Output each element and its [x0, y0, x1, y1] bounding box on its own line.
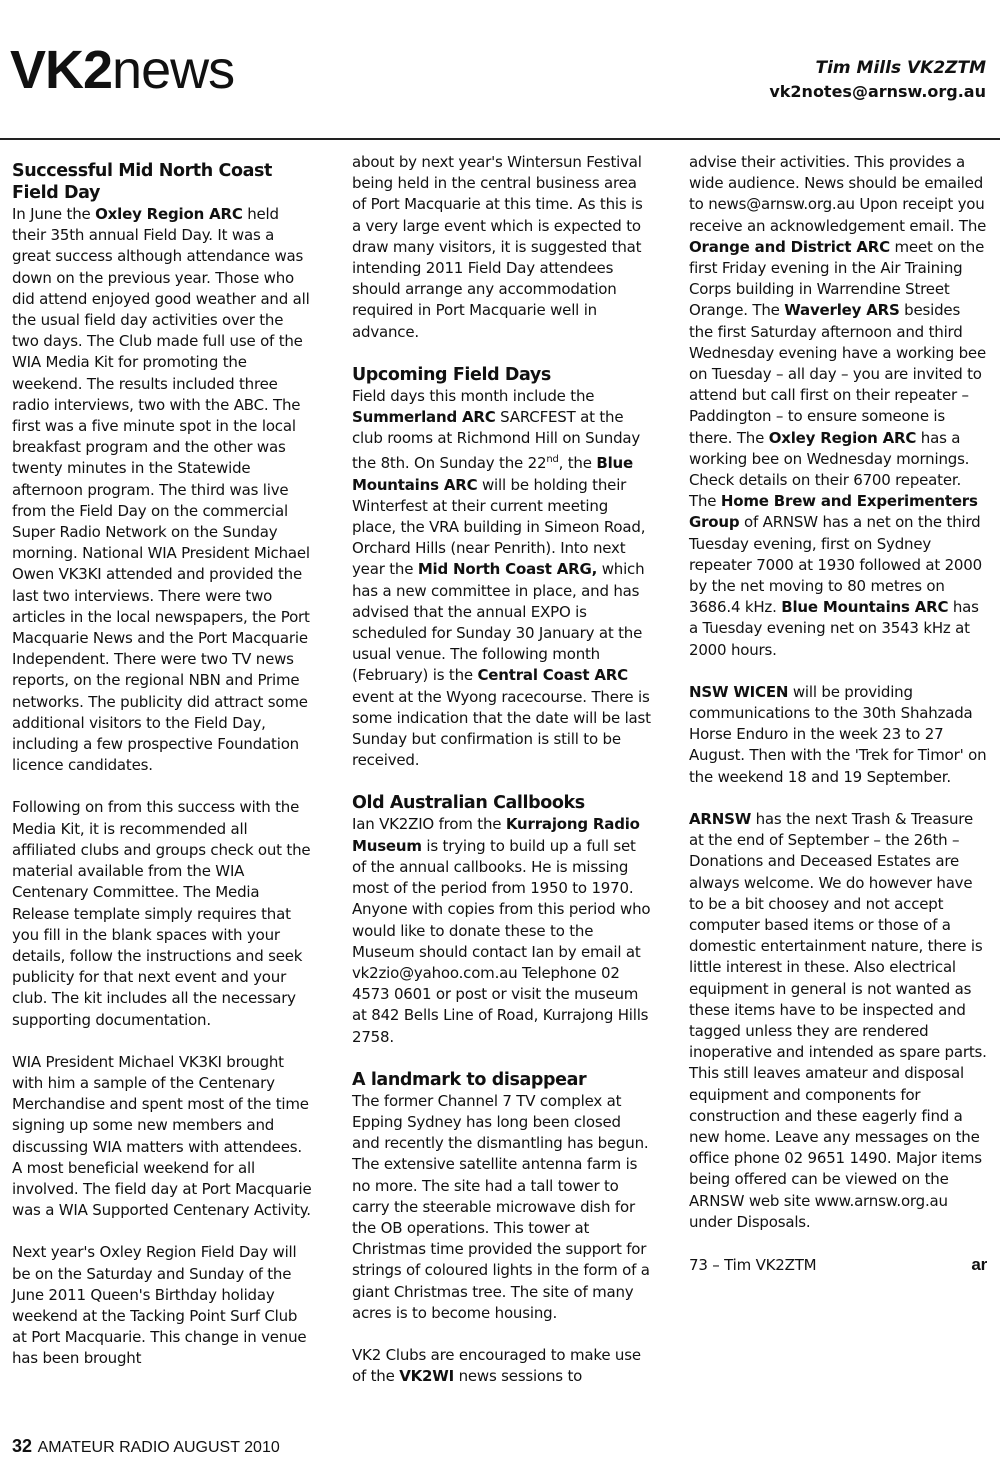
- paragraph: WIA President Michael VK3KI brought with him a sample of the Centenary Merchandise and spent most of the time signing up some new members and discussing WIA matters with attendees. A most beneficial weekend for all involved. The field day at Port Macquarie was a WIA Supported Centenary Activity.: [12, 1052, 312, 1220]
- club-name: Blue Mountains ARC: [352, 454, 633, 494]
- header-divider: [0, 138, 1000, 140]
- paragraph: VK2 Clubs are encouraged to make use of the VK2WI news sessions to: [352, 1345, 641, 1386]
- section-heading: Successful Mid North Coast Field Day: [12, 161, 272, 203]
- column-2: [352, 152, 652, 1408]
- author-email: vk2notes@arnsw.org.au: [769, 82, 986, 101]
- author-block: [769, 56, 986, 104]
- signoff-row: [689, 1254, 987, 1276]
- publication-name: AMATEUR RADIO AUGUST 2010: [37, 1439, 280, 1456]
- paragraph: The former Channel 7 TV complex at Epping Sydney has long been closed and recently the dismantling has begun. The extensive satellite antenna farm is no more. The site had a tall tower to carry the steerable microwave dish for the OB operations. This tower at Christmas time provided the support for strings of coloured lights in the form of a giant Christmas tree. The site of many acres is to become housing.: [352, 1091, 650, 1322]
- paragraph: advise their activities. This provides a wide audience. News should be emailed to news@arnsw.org.au Upon receipt you receive an acknowledgement email. The Orange and District ARC meet on the first Friday evening in the Air Training Corps building in Warrendine Street Orange. The Waverley ARS besides the first Saturday afternoon and third Wednesday evening have a working bee on Tuesday – all day – you are invited to attend but call first on their repeater – Paddington – to ensure someone is there. The Oxley Region ARC has a working bee on Wednesday mornings. Check details on their 6700 repeater. The Home Brew and Experimenters Group of ARNSW has a net on the third Tuesday evening, first on Sydney repeater 7000 at 1930 followed at 2000 by the net moving to 80 metres on 3686.4 kHz. Blue Mountains ARC has a Tuesday evening net on 3543 kHz at 2000 hours.: [689, 153, 987, 659]
- page-footer: [12, 1436, 280, 1457]
- paragraph: Following on from this success with the Media Kit, it is recommended all affiliated clubs and groups check out the material available from the WIA Centenary Committee. The Media Release template simply requires that you fill in the blank spaces with your details, follow the instructions and seek publicity for that next event and your club. The kit includes all the necessary supporting documentation.: [12, 798, 311, 1029]
- signoff: 73 – Tim VK2ZTM: [689, 1255, 817, 1274]
- club-name: Home Brew and Experimenters Group: [689, 492, 978, 532]
- page-number: 32: [12, 1436, 33, 1456]
- paragraph: Ian VK2ZIO from the Kurrajong Radio Museum is trying to build up a full set of the annual callbooks. He is missing most of the period from 1950 to 1970. Anyone with copies from this period who would like to donate these to the Museum should contact Ian by email at vk2zio@yahoo.com.au Telephone 02 4573 0601 or post or visit the museum at 842 Bells Line of Road, Kurrajong Hills 2758.: [352, 815, 651, 1046]
- title-light: news: [112, 40, 235, 100]
- club-name: Oxley Region ARC: [95, 205, 243, 223]
- club-name: Orange and District ARC: [689, 237, 890, 256]
- paragraph: NSW WICEN will be providing communications to the 30th Shahzada Horse Enduro in the week 23 to 27 August. Then with the 'Trek for Timor' on the weekend 18 and 19 September.: [689, 682, 987, 786]
- club-name: Central Coast ARC: [477, 666, 628, 685]
- paragraph: about by next year's Wintersun Festival being held in the central business area of Port Macquarie at this time. As this is a very large event which is expected to draw many visitors, it is suggested that intending 2011 Field Day attendees should arrange any accommodation required in Port Macquarie well in advance.: [352, 153, 643, 341]
- club-name: Waverley ARS: [784, 301, 900, 320]
- club-name: ARNSW: [689, 809, 752, 828]
- section-heading: Old Australian Callbooks: [352, 793, 585, 814]
- paragraph: Field days this month include the Summerland ARC SARCFEST at the club rooms at Richmond Hill on Sunday the 8th. On Sunday the 22nd, the Blue Mountains ARC will be holding their Winterfest at their current meeting place, the VRA building in Simeon Road, Orchard Hills (near Penrith). Into next year the Mid North Coast ARG, which has a new committee in place, and has advised that the annual EXPO is scheduled for Sunday 30 January at the usual venue. The following month (February) is the Central Coast ARC event at the Wyong racecourse. There is some indication that the date will be last Sunday but confirmation is still to be received.: [352, 386, 651, 770]
- ar-end-mark: ar: [971, 1254, 987, 1274]
- title-bold: VK2: [10, 40, 113, 100]
- paragraph: Next year's Oxley Region Field Day will be on the Saturday and Sunday of the June 2011 Queen's Birthday holiday weekend at the Tacking Point Surf Club at Port Macquarie. This change in venue has been brought: [12, 1243, 307, 1368]
- club-name: Mid North Coast ARG,: [417, 560, 598, 579]
- paragraph: ARNSW has the next Trash & Treasure at the end of September – the 26th – Donations and Deceased Estates are always welcome. We do however have to be a bit choosey and not accept computer based items or those of a domestic entertainment nature, there is little interest in these. Also electrical equipment in general is not wanted as these items have to be inspected and tagged unless they are rendered inoperative and intended as spare parts. This still leaves amateur and disposal equipment and components for construction and these eagerly find a new home. Leave any messages on the office phone 02 9651 1490. Major items being offered can be viewed on the ARNSW web site www.arnsw.org.au under Disposals.: [689, 809, 987, 1231]
- club-name: VK2WI: [399, 1367, 455, 1386]
- author-name: Tim Mills VK2ZTM: [815, 58, 986, 78]
- club-name: Kurrajong Radio Museum: [352, 815, 640, 855]
- club-name: NSW WICEN: [689, 682, 789, 701]
- page-title: [10, 40, 234, 100]
- paragraph: In June the Oxley Region ARC held their 35th annual Field Day. It was a great success although attendance was down on the previous year. Those who did attend enjoyed good weather and all the usual field day activities over the two days. The Club made full use of the WIA Media Kit for promoting the weekend. The results included three radio interviews, two with the ABC. The first was a five minute spot in the local breakfast program and the other was twenty minutes in the Statewide afternoon program. The third was live from the Field Day on the commercial Super Radio Network on the Sunday morning. National WIA President Michael Owen VK3KI attended and provided the last two interviews. There were two articles in the local newspapers, the Port Macquarie News and the Port Macquarie Independent. There were two TV news reports, on the regional NBN and Prime networks. The publicity did attract some additional visitors to the Field Day, including a few prospective Foundation licence candidates.: [12, 205, 310, 775]
- club-name: Summerland ARC: [352, 408, 496, 427]
- column-3: [689, 152, 987, 1276]
- club-name: Blue Mountains ARC: [781, 598, 949, 617]
- section-heading: Upcoming Field Days: [352, 364, 551, 385]
- section-heading: A landmark to disappear: [352, 1069, 587, 1090]
- column-1: [12, 160, 312, 1391]
- club-name: Oxley Region ARC: [768, 428, 917, 447]
